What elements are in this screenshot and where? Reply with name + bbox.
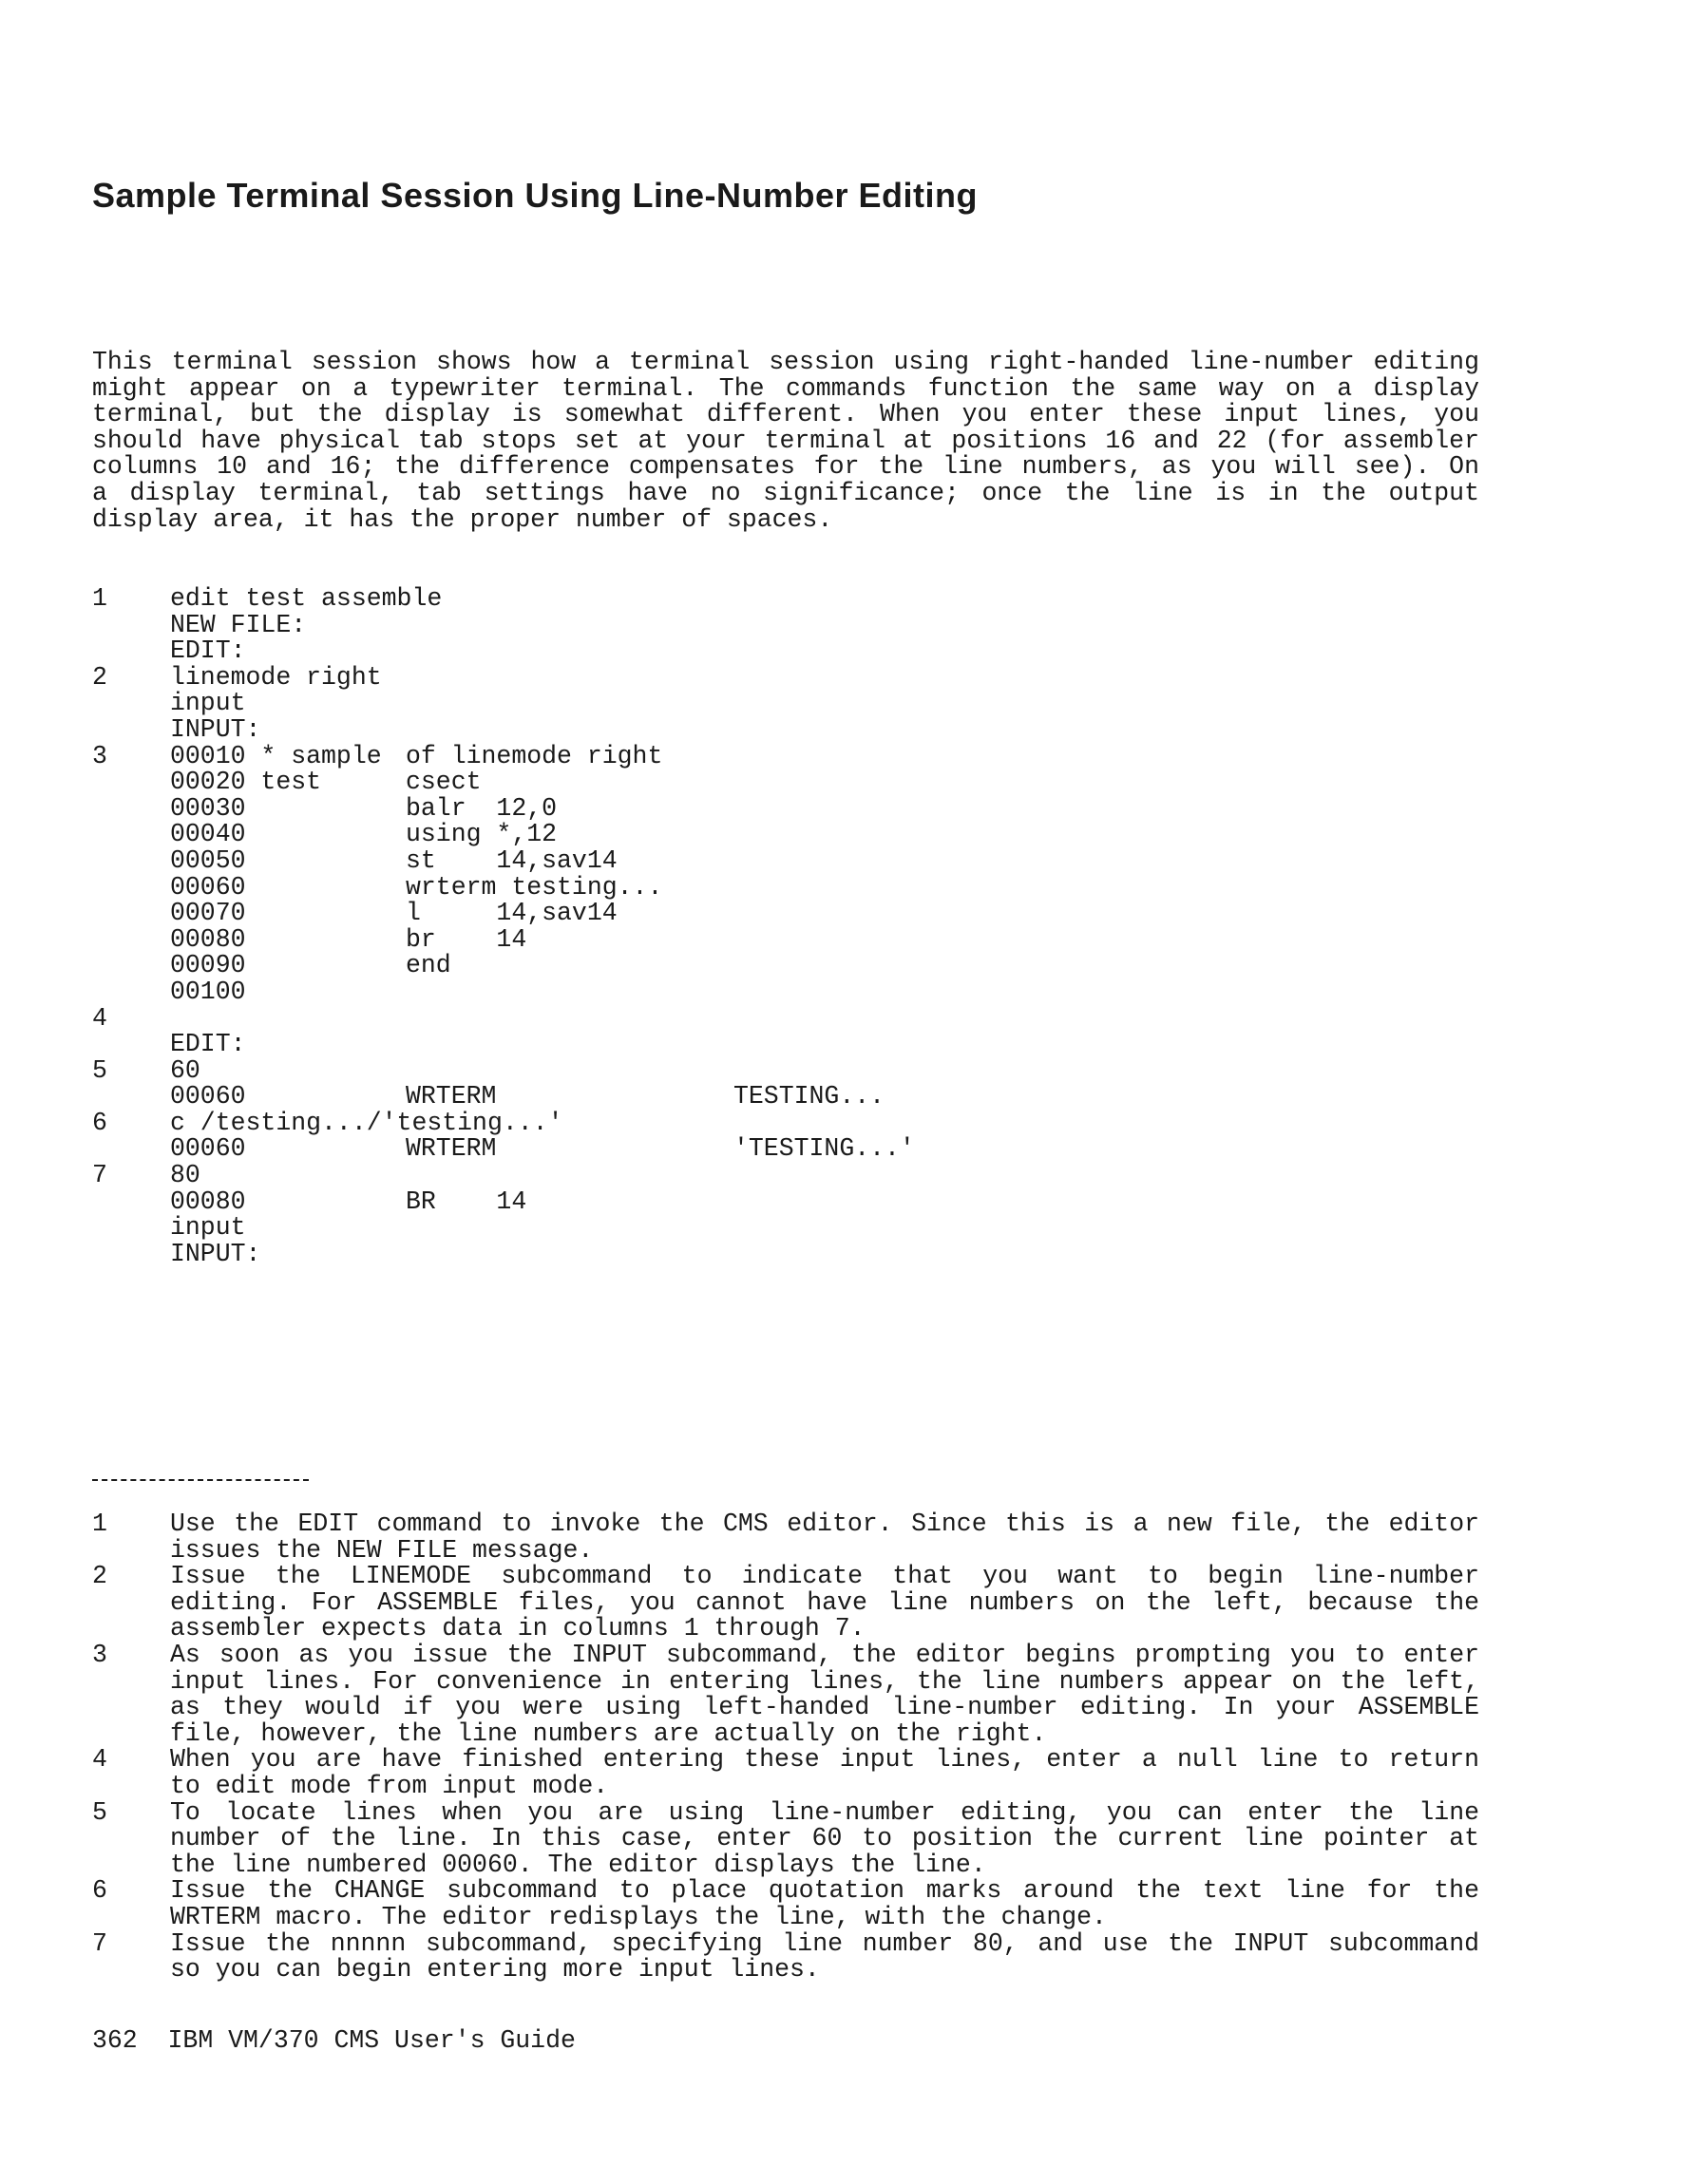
footnote-line: the line numbered 00060. The editor displays the line. (170, 1850, 986, 1879)
session-text: 00100 (170, 977, 246, 1006)
session-text: input (170, 689, 246, 718)
session-text: 00080 (170, 1187, 246, 1216)
session-text: 00050 (170, 845, 246, 875)
session-operand: st 14,sav14 (406, 845, 618, 875)
step-number: 3 (92, 741, 107, 770)
session-text: 00060 (170, 1082, 246, 1111)
footnote-line: editing. For ASSEMBLE files, you cannot have line numbers on the left, because the (170, 1587, 1479, 1617)
session-text: NEW FILE: (170, 610, 307, 639)
step-number: 2 (92, 662, 107, 692)
session-operand: l 14,sav14 (406, 899, 618, 928)
session-operand: wrterm testing... (406, 872, 663, 902)
session-text: edit test assemble (170, 584, 443, 613)
page-footer: 362 IBM VM/370 CMS User's Guide (92, 2026, 576, 2055)
footnote-line: so you can begin entering more input lines. (170, 1955, 820, 1985)
footnote-line: number of the line. In this case, enter 60 to position the current line pointer at (170, 1824, 1479, 1853)
footnote-line: Issue the LINEMODE subcommand to indicate that you want to begin line-number (170, 1562, 1479, 1591)
footnote-line: Issue the CHANGE subcommand to place quotation marks around the text line for the (170, 1876, 1479, 1906)
session-text: 00020 test (170, 768, 322, 797)
footnote-item (92, 1640, 1479, 1748)
intro-line: This terminal session shows how a terminal session using right-handed line-number editing (92, 348, 1479, 376)
footnote-item (92, 1928, 1479, 1985)
footnote-item (92, 1511, 1479, 1564)
session-text: INPUT: (170, 1239, 261, 1268)
footnote-number: 2 (92, 1562, 107, 1591)
footnote-line: issues the NEW FILE message. (170, 1535, 594, 1565)
intro-paragraph (92, 350, 1479, 533)
footnote-line: To locate lines when you are using line-number editing, you can enter the line (170, 1797, 1479, 1827)
footnote-line: As soon as you issue the INPUT subcommand, the editor begins prompting you to enter (170, 1640, 1479, 1669)
footnote-number: 1 (92, 1510, 107, 1538)
session-operand: BR 14 (406, 1187, 527, 1216)
footnote-line: Issue the nnnnn subcommand, specifying line number 80, and use the INPUT subcommand (170, 1928, 1479, 1958)
session-text: 00060 (170, 1134, 246, 1164)
session-text: input (170, 1213, 246, 1243)
intro-line: might appear on a typewriter terminal. The commands function the same way on a display (92, 373, 1479, 403)
session-operand: using *,12 (406, 820, 558, 849)
footnote-line: assembler expects data in columns 1 through 7. (170, 1614, 866, 1643)
session-text: 00040 (170, 820, 246, 849)
page-title: Sample Terminal Session Using Line-Number Editing (92, 176, 978, 215)
session-text: EDIT: (170, 636, 246, 666)
intro-line: a display terminal, tab settings have no significance; once the line is in the output (92, 478, 1479, 507)
session-text: 00080 (170, 924, 246, 954)
intro-line: terminal, but the display is somewhat different. When you enter these input lines, you (92, 400, 1479, 429)
footnote-line: WRTERM macro. The editor redisplays the line, with the change. (170, 1902, 1107, 1931)
footnotes-list (92, 1511, 1479, 1984)
footnote-line: Use the EDIT command to invoke the CMS editor. Since this is a new file, the editor (170, 1510, 1479, 1538)
footnote-number: 6 (92, 1876, 107, 1906)
footnote-number: 7 (92, 1928, 107, 1958)
session-text: linemode right (170, 662, 382, 692)
footnote-number: 4 (92, 1745, 107, 1775)
intro-line: should have physical tab stops set at your terminal at positions 16 and 22 (for assembler (92, 426, 1479, 455)
session-text: 00010 * sample (170, 741, 382, 770)
footnote-line: to edit mode from input mode. (170, 1771, 609, 1800)
session-text: 80 (170, 1161, 200, 1190)
footnote-line: file, however, the line numbers are actually on the right. (170, 1719, 1047, 1748)
session-operand: end (406, 951, 451, 980)
session-operand: of linemode right (406, 741, 663, 770)
footnote-item (92, 1747, 1479, 1799)
session-text: 60 (170, 1055, 200, 1085)
footnote-item (92, 1797, 1479, 1879)
step-number: 1 (92, 584, 107, 613)
session-operand: WRTERM (406, 1082, 497, 1111)
session-text: 00090 (170, 951, 246, 980)
intro-line: display area, it has the proper number of spaces. (92, 504, 833, 534)
session-text: 00070 (170, 899, 246, 928)
footnote-number: 5 (92, 1797, 107, 1827)
session-display-text: TESTING... (733, 1082, 885, 1111)
session-display-text: 'TESTING...' (733, 1134, 915, 1164)
step-number: 6 (92, 1108, 107, 1137)
intro-line: columns 10 and 16; the difference compensates for the line numbers, as you will see). On (92, 452, 1479, 482)
session-operand: br 14 (406, 924, 527, 954)
step-number: 5 (92, 1055, 107, 1085)
session-operand: csect (406, 768, 482, 797)
session-text: 00060 (170, 872, 246, 902)
session-operand: WRTERM (406, 1134, 497, 1164)
session-operand: balr 12,0 (406, 793, 558, 823)
session-text: INPUT: (170, 714, 261, 744)
footnote-item (92, 1564, 1479, 1643)
footnote-line: When you are have finished entering these input lines, enter a null line to return (170, 1745, 1479, 1775)
session-text: c /testing.../'testing...' (170, 1108, 563, 1137)
session-text: EDIT: (170, 1030, 246, 1059)
step-number: 4 (92, 1003, 107, 1033)
footnote-line: input lines. For convenience in entering lines, the line numbers appear on the left, (170, 1666, 1479, 1696)
session-text: 00030 (170, 793, 246, 823)
footnote-line: as they would if you were using left-handed line-number editing. In your ASSEMBLE (170, 1693, 1479, 1722)
footnote-item (92, 1878, 1479, 1930)
step-number: 7 (92, 1161, 107, 1190)
footnote-divider (92, 1479, 309, 1481)
footnote-number: 3 (92, 1640, 107, 1669)
